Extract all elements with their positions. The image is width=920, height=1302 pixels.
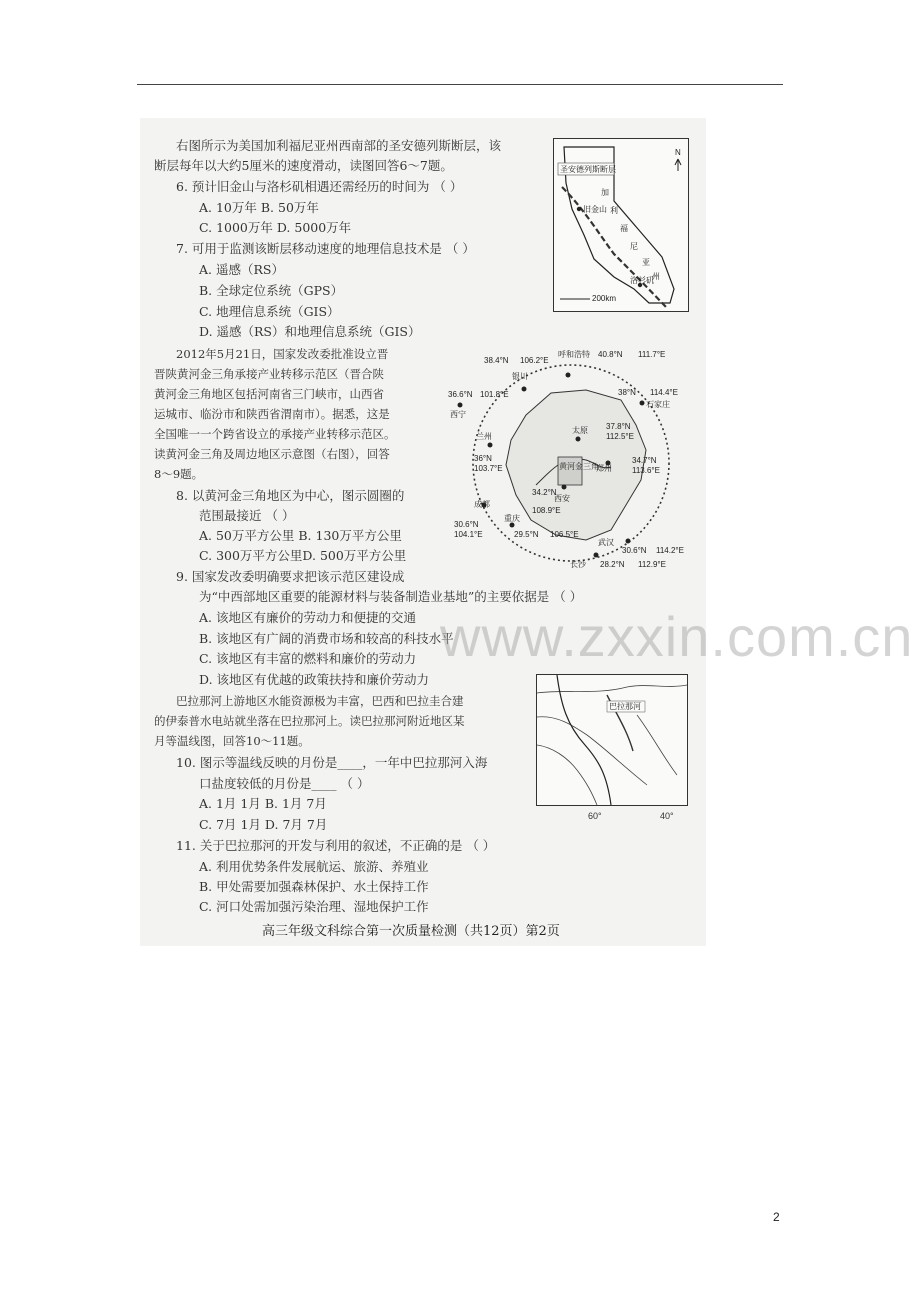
- text-line: 运城市、临汾市和陕西省渭南市）。据悉，这是: [154, 407, 390, 421]
- city-label: 西宁: [450, 410, 466, 419]
- city-label: 长沙: [570, 560, 586, 569]
- coord-label: 30.6°N: [622, 546, 647, 555]
- longitude-label-60: 60°: [588, 811, 602, 821]
- text-line: A. 1月 1月 B. 1月 7月: [199, 796, 327, 811]
- text-line: 的伊泰普水电站就坐落在巴拉那河上。读巴拉那河附近地区某: [154, 714, 465, 728]
- coord-label: 114.2°E: [656, 546, 684, 555]
- state-char: 加: [601, 188, 609, 197]
- fault-label: 圣安德列斯断层: [560, 165, 616, 174]
- state-char: 亚: [642, 258, 650, 267]
- coord-label: 29.5°N: [514, 530, 539, 539]
- text-line: A. 10万年 B. 50万年: [199, 200, 319, 215]
- text-line: C. 7月 1月 D. 7月 7月: [199, 817, 328, 832]
- text-line: 断层每年以大约5厘米的速度滑动，读图回答6～7题。: [154, 158, 453, 173]
- text-line: C. 河口处需加强污染治理、湿地保护工作: [199, 899, 429, 914]
- text-line: D. 该地区有优越的政策扶持和廉价劳动力: [199, 672, 430, 687]
- coord-label: 36°N: [474, 454, 492, 463]
- coord-label: 34.7°N: [632, 456, 657, 465]
- coord-label: 106.5°E: [550, 530, 579, 539]
- coord-label: 30.6°N: [454, 520, 479, 529]
- text-line: 11. 关于巴拉那河的开发与利用的叙述，不正确的是 （ ）: [176, 838, 496, 853]
- page-number: 2: [773, 1210, 780, 1224]
- text-line: 右图所示为美国加利福尼亚州西南部的圣安德列斯断层，该: [176, 138, 502, 153]
- state-char: 福: [620, 224, 628, 233]
- city-label-sf: 旧金山: [583, 205, 607, 214]
- text-line: A. 利用优势条件发展航运、旅游、养殖业: [199, 859, 429, 874]
- scale-label: 200km: [592, 294, 617, 303]
- yellow-river-map: [446, 345, 696, 575]
- state-char: 利: [610, 206, 618, 215]
- coord-label: 40.8°N: [598, 350, 623, 359]
- text-line: 范围最接近 （ ）: [199, 508, 295, 523]
- text-line: 8. 以黄河金三角地区为中心，图示圆圈的: [176, 488, 405, 503]
- text-line: C. 该地区有丰富的燃料和廉价的劳动力: [199, 651, 417, 666]
- text-line: B. 全球定位系统（GPS）: [199, 283, 344, 298]
- coord-label: 101.8°E: [480, 390, 509, 399]
- text-line: 晋陕黄河金三角承接产业转移示范区（晋合陕: [154, 367, 384, 381]
- coord-label: 113.6°E: [632, 466, 660, 475]
- city-label: 呼和浩特: [558, 350, 590, 359]
- coord-label: 34.2°N: [532, 488, 557, 497]
- text-line: D. 遥感（RS）和地理信息系统（GIS）: [199, 324, 421, 339]
- text-line: 月等温线图，回答10～11题。: [154, 734, 310, 748]
- coord-label: 38.4°N: [484, 356, 509, 365]
- city-label: 银川: [512, 372, 528, 381]
- north-arrow-label: N: [675, 148, 681, 157]
- river-label: 巴拉那河: [609, 702, 641, 711]
- text-line: 读黄河金三角及周边地区示意图（右图），回答: [154, 447, 390, 461]
- text-line: 10. 图示等温线反映的月份是____，一年中巴拉那河入海: [176, 755, 488, 770]
- text-line: B. 甲处需要加强森林保护、水土保持工作: [199, 879, 429, 894]
- parana-isotherm-map: [536, 674, 688, 806]
- coord-label: 104.1°E: [454, 530, 483, 539]
- coord-label: 106.2°E: [520, 356, 549, 365]
- coord-label: 103.7°E: [474, 464, 503, 473]
- text-line: 9. 国家发改委明确要求把该示范区建设成: [176, 569, 405, 584]
- coord-label: 28.2°N: [600, 560, 625, 569]
- text-line: A. 50万平方公里 B. 130万平方公里: [199, 528, 402, 543]
- coord-label: 108.9°E: [532, 506, 561, 515]
- north-arrow-icon: [675, 159, 681, 171]
- coord-label: 38°N: [618, 388, 636, 397]
- california-fault-map: [553, 138, 689, 312]
- coord-label: 111.7°E: [638, 350, 666, 359]
- golden-triangle-label: 黄河金三角: [559, 462, 599, 471]
- text-line: B. 该地区有广阔的消费市场和较高的科技水平: [199, 631, 454, 646]
- watermark: www.zxxin.com.cn: [440, 605, 914, 668]
- text-line: C. 300万平方公里D. 500万平方公里: [199, 548, 407, 563]
- city-label: 西安: [554, 494, 570, 503]
- text-line: 7. 可用于监测该断层移动速度的地理信息技术是 （ ）: [176, 241, 475, 256]
- city-label: 重庆: [504, 514, 520, 523]
- text-line: 口盐度较低的月份是____ （ ）: [199, 776, 370, 791]
- text-line: 巴拉那河上游地区水能资源极为丰富，巴西和巴拉圭合建: [176, 694, 464, 708]
- coord-label: 112.9°E: [638, 560, 666, 569]
- city-label: 郑州: [596, 464, 612, 473]
- state-char: 州: [652, 272, 660, 281]
- text-line: 全国唯一一个跨省设立的承接产业转移示范区。: [154, 427, 396, 441]
- longitude-label-40: 40°: [660, 811, 674, 821]
- text-line: 为“中西部地区重要的能源材料与装备制造业基地”的主要依据是 （ ）: [199, 589, 583, 604]
- city-label: 武汉: [598, 538, 614, 547]
- coord-label: 36.6°N: [448, 390, 473, 399]
- text-line: C. 地理信息系统（GIS）: [199, 304, 340, 319]
- city-label: 成都: [474, 500, 490, 509]
- text-line: C. 1000万年 D. 5000万年: [199, 220, 352, 235]
- text-line: 6. 预计旧金山与洛杉矶相遇还需经历的时间为 （ ）: [176, 179, 463, 194]
- text-line: 8～9题。: [154, 467, 204, 481]
- city-label-la: 洛杉矶: [630, 276, 654, 285]
- state-char: 尼: [630, 242, 638, 251]
- text-line: A. 该地区有廉价的劳动力和便捷的交通: [199, 610, 416, 625]
- page-footer: 高三年级文科综合第一次质量检测（共12页）第2页: [262, 924, 560, 939]
- city-label: 太原: [572, 426, 588, 435]
- city-label: 兰州: [476, 432, 492, 441]
- coord-label: 112.5°E: [606, 432, 634, 441]
- city-label: 石家庄: [646, 400, 670, 409]
- header-rule: [137, 84, 783, 85]
- coord-label: 114.4°E: [650, 388, 678, 397]
- text-line: 黄河金三角地区包括河南省三门峡市，山西省: [154, 387, 384, 401]
- text-line: 2012年5月21日，国家发改委批准设立晋: [176, 347, 389, 361]
- coord-label: 37.8°N: [606, 422, 631, 431]
- text-line: A. 遥感（RS）: [199, 262, 284, 277]
